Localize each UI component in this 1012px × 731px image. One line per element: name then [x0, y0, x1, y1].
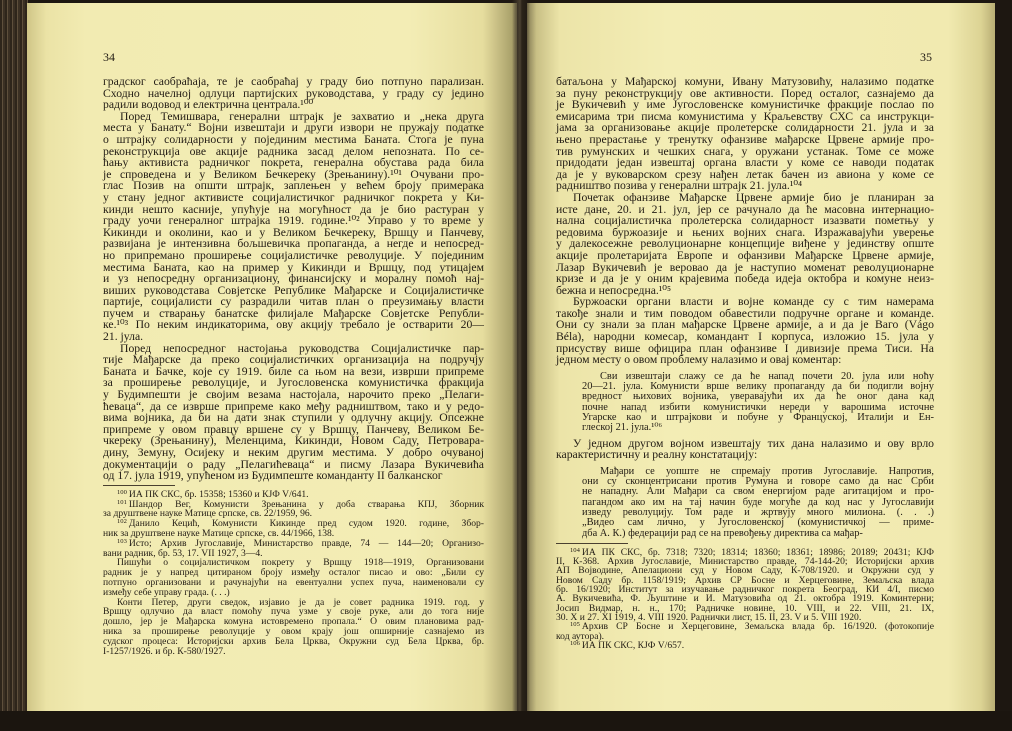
text-line: о штрајку солидарности у појединим местима Баната. Стога је пуна — [103, 132, 484, 146]
text-line: но припремано проширење социјалистичке револуције. У појединим — [103, 248, 484, 262]
footnotes — [556, 548, 934, 650]
text-line: Поред непосредног настојања руководства Социјалистичке пар- — [120, 341, 484, 355]
text-line: пучем и стварању банатске филијале Мађарске Совјетске Републи- — [103, 306, 484, 320]
footnote — [103, 598, 484, 657]
text-line: такође знали и тим поводом обавестили подручне органе и команде. — [556, 306, 934, 320]
text-line: У једном другом војном извештају тих дана налазимо и ову врло — [573, 436, 934, 450]
text-line: пагандом ако им на тај начин буде могуће да код нас у Југославији — [582, 496, 934, 508]
text-line: присуству више официра план офанзиве I дивизије према Тиси. На — [556, 341, 934, 355]
footnote-line: код аутора). — [556, 630, 605, 642]
text-line: је Вукичевић у име Југословенске комунистичке фракције послао по — [556, 98, 934, 112]
footnote-line: ника за проширење револуције у овом крају још опширније сазнајемо из — [103, 625, 484, 637]
text-line: акције пролетаријата Европе и офанзиви Мађарске Црвене армије, — [556, 248, 934, 262]
footnote — [103, 500, 484, 520]
page-text-column — [556, 76, 934, 650]
footnote-text: Шандор Вег, Комунисти Зрењанина у доба стварања КПЈ, Зборник — [128, 498, 484, 510]
page-text-column — [103, 76, 484, 656]
text-line: глас Позив на општи штрајк, заплењен у већем броју примерака — [103, 179, 484, 193]
text-line: исте дане, 20. и 21. јул, јер се рачунало да ће масовна интернацио- — [556, 202, 934, 216]
page-number: 34 — [103, 50, 115, 64]
paragraph — [103, 111, 484, 343]
text-line: Поред Темишвара, генерални штрајк је захватио и „нека друга — [120, 109, 484, 123]
text-line: емисарима три писма комунистима у Краљевству СХС са инструкци- — [556, 109, 934, 123]
text-line: местима Баната, као на пример у Кикинди и Вршцу, под утицајем — [103, 260, 484, 274]
text-line: дба А. К.) федерацији рад се на превођењу директива са мађар- — [582, 527, 863, 539]
text-line: тив румунских и чешких снага, у оружани устанак. Томе се може — [556, 144, 934, 158]
text-line: виших руководстава Совјетске Републике Мађарске и Социјалистичке — [103, 283, 484, 297]
footnote-text: ИА ПК СКС, бр. 15358; 15360 и КЈФ V/641. — [128, 488, 309, 500]
footnote-number: 101 — [117, 498, 127, 506]
footnote — [103, 539, 484, 559]
block-quote — [582, 467, 934, 539]
text-line: почне напад избити комунистички нереди у варошима источне — [582, 401, 934, 413]
footnote-text: ИА ПК СКС, бр. 7318; 7320; 18314; 18360; 18361; 18986; 20189; 20431; КЈФ — [581, 546, 934, 558]
text-line: дину, Земуну, Осијеку и неким другим местима. У добро очуваној — [103, 446, 484, 459]
footnote-text: Исто; Архив Југославије, Министарство правде, 74 — 144—20; Организо- — [128, 537, 484, 549]
footnote-line: бр. 16/1920; Институт за изучавање радничког покрета Београд, КИ 4/I, писмо — [556, 584, 934, 596]
text-line: Баната и Бачке, које су 1919. биле са њом на вези, изврши припреме — [103, 364, 484, 378]
text-line: ћању активиста радничког покрета, генерална обустава рада била — [103, 156, 484, 170]
paragraph — [556, 438, 934, 461]
text-line: изведу револуцију. Том раде и жртвују много милиона. (. . .) — [582, 507, 934, 518]
text-line: за проширење револуције, и Југословенска комунистичка фракција — [103, 376, 484, 390]
text-line: и уз непосредну организациону, финансијску и моралну помоћ нај- — [103, 272, 484, 286]
block-quote — [582, 372, 934, 434]
footnote — [556, 548, 934, 622]
text-line: кризе и да је у оним крајевима победа идеја октобра и комуне неиз- — [556, 272, 934, 286]
text-line: развијана је интензивна бољшевичка пропаганда, а негде и непосред- — [103, 237, 484, 251]
footnote-number: 103 — [117, 537, 127, 545]
text-line: вредност њихових војника, уверавајући их да ће оног дана кад — [582, 391, 934, 403]
footnote-line: 30. X и 27. XI 1919, 4. VIII 1920. Раднички лист, 15. II, 23. V и 5. VIII 1920. — [556, 611, 862, 623]
text-line: градског саобраћаја, те је саобраћај у граду био потпуно парализан. — [103, 75, 484, 88]
text-line: за пуну реконструкцију ове активности. Поред осталог, сазнајемо да — [556, 86, 934, 100]
paragraph — [556, 296, 934, 366]
text-line: кинди нешто касније, упућује на могућност да је био растуран у — [103, 202, 484, 216]
footnote-line: између себе управу града. (. . .) — [103, 586, 230, 598]
text-line: Сходно начелној одлуци партијских руководстава, у граду су једино — [103, 86, 484, 100]
text-line: Буржоаски органи власти и војне команде су с тим намерама — [573, 295, 934, 309]
text-line: да је у вуковарском срезу нађен летак бачен из авиона у коме се — [556, 167, 934, 181]
footnote-text: Конти Петер, други сведок, изјавио је да је совет радника 1919. год. у — [117, 596, 484, 608]
footnote-line: потпуно организовани и рачунајући на евентуални успех пуча, наименовали су — [103, 576, 484, 588]
text-line: редовима буржоазије и њених војних снага. Изражавајући уверење — [556, 225, 934, 239]
paragraph — [556, 192, 934, 296]
text-line: партије, социјалисти су разрадили читав план о преузимању власти — [103, 295, 484, 309]
text-line: је спроведена и у Великом Бечкереку (Зрењанину).¹⁰¹ Очувани про- — [103, 167, 484, 181]
footnote-text: Пишући о социјалистичком покрету у Вршцу 1918—1919, Организовани — [117, 557, 484, 569]
text-line: граду уочи генералног штрајка 1919. године.¹⁰² Управо у то време у — [103, 214, 484, 228]
text-line: чкереку (Зрењанину), Меленцима, Кикинди, Новом Саду, Петровара- — [103, 434, 484, 448]
text-line: Почетак офанзиве Мађарске Црвене армије био је планиран за — [573, 190, 934, 204]
text-line: вима војника, да би на дати знак ступили у одлучну акцију. Опсежне — [103, 411, 484, 425]
book-spine — [512, 0, 530, 731]
text-line: припреме у овом правцу вршене су у Вршцу, Панчеву, Великом Бе- — [103, 422, 484, 436]
text-line: Сви извештаји слажу се да ће напад почети 20. јула или ноћу — [600, 370, 934, 382]
text-line: реконструкција ове акције радника засад делом непозната. По се- — [103, 144, 484, 158]
text-line: 21. јула. — [103, 330, 144, 344]
text-line: карактеристичну и реалну констатацију: — [556, 448, 758, 462]
text-line: Кикинди и околини, као и у Великом Бечкереку, Вршцу и Панчеву, — [103, 225, 484, 239]
footnote-line: ник за друштвене науке Матице српске, св. 44/1966, 138. — [103, 527, 335, 539]
page-number: 35 — [920, 50, 932, 64]
footnote-line: дошло, јер је Мађарска комуна истовремено пропала.“ О овим плановима рад- — [103, 616, 484, 628]
text-line: једном месту о овом проблему налазимо и овај коментар: — [556, 353, 842, 367]
text-line: „Видео сам лично, у Југословенској (комунистичкој — приме- — [582, 517, 934, 529]
paragraph — [103, 343, 484, 482]
text-line: њено прерастање у тренутку офанзиве мађарске Црвене армије про- — [556, 132, 934, 146]
footnotes — [103, 490, 484, 657]
footnote-line: радник је у напред цитираном броју између осталог писао и ово: „Били су — [103, 567, 484, 579]
footnote — [103, 558, 484, 597]
text-line: ке.¹⁰³ По неким индикаторима, ову акцију требало је остварити 20— — [103, 318, 484, 332]
text-line: у стану једног активисте социјалистичког радничког покрета у Ки- — [103, 190, 484, 204]
text-line: придодати један извештај органа власти у коме се наводи податак — [556, 156, 934, 170]
text-line: у далекосежне револуционарне концепције виђене у јединству опште — [556, 237, 934, 251]
footnote-line: АП Војводине, Апелациони суд у Новом Саду, К-708/1920. и Окружни суд у — [556, 565, 934, 577]
body-text — [556, 76, 934, 539]
text-line: Лазар Вукичевић је веровао да је наступио моменат револуционарне — [556, 260, 934, 274]
footnote-number: 105 — [570, 621, 580, 629]
text-line: јама за организовање акције пролетерске солидарности 21. јула и за — [556, 121, 934, 135]
paragraph — [556, 76, 934, 192]
footnote-text: Данило Кецић, Комунисти Кикинде пред судом 1920. године, Збор- — [128, 518, 484, 530]
footnote-line: судског процеса: Историјски архив Бела Црква, Окружни суд Бела Црква, бр. — [103, 635, 484, 647]
footnote-line — [556, 641, 934, 650]
footnote-number: 102 — [117, 518, 127, 526]
text-line: радништво позива у генерални штрајк 21. јула.¹⁰⁴ — [556, 179, 803, 193]
footnote — [556, 641, 934, 650]
footnote-separator — [556, 543, 628, 544]
footnote-number: 100 — [117, 488, 127, 496]
footnote-line — [556, 622, 934, 631]
text-line: од 17. јула 1919, упућеном из Будимпеште команданту II балканског — [103, 469, 443, 483]
text-line: радили водовод и електрична централа.¹⁰⁰ — [103, 98, 314, 112]
text-line: тије Мађарске да преко социјалистичких организација на подручју — [103, 353, 484, 367]
text-line: батаљона у Мађарској комуни, Ивану Матузовићу, налазимо податке — [556, 75, 934, 88]
footnote-line: за друштвене науке Матице српске, св. 22/1959, 96. — [103, 508, 313, 520]
footnote-line: I-1257/1926. и бр. К-580/1927. — [103, 645, 226, 657]
footnote-number: 104 — [570, 546, 580, 554]
footnote-text: ИА ПК СКС, КЈФ V/657. — [581, 639, 685, 651]
text-line: 20—21. јула. Комунисти врше велику пропаганду да би подигли војну — [582, 381, 934, 393]
text-line: бежна и непосредна.¹⁰⁵ — [556, 283, 672, 297]
text-line: Угарске као и штрајкови и побуне у Француској, Италији и Ен- — [582, 412, 934, 424]
footnote-separator — [103, 485, 175, 486]
footnote-line: Јосип Видмар, н. н., 170; Радничке новине, 10. VIII, и 22. VIII, 21. IX, — [556, 602, 934, 614]
footnote-number: 106 — [570, 639, 580, 647]
text-line: глеској 21. јула.¹⁰⁶ — [582, 422, 663, 434]
footnote-line: Вршцу одлучио да власт помоћу пуча узме у своје руке, али до тога није — [103, 606, 484, 618]
footnote — [556, 622, 934, 641]
text-line: нална социјалистичка пролетерска солидарност изазвати пометњу у — [556, 214, 934, 228]
body-text — [103, 76, 484, 482]
footnote-line: II, К-368. Архив Југославије, Министарство правде, 74-144-20; Историјски архив — [556, 556, 934, 568]
footnote-line: Новом Саду бр. 1158/1919; Архив СР Босне и Херцеговине, Земаљска влада — [556, 574, 934, 586]
text-line: Они су знали за план мађарске Црвене армије, а и да је Ваго (Vágo — [556, 318, 934, 332]
text-line: Мађари се уопште не спремају против Југославије. Напротив, — [600, 465, 934, 477]
text-line: документацији о раду „Пелагићеваца“ и писму Лазара Вукичевића — [103, 457, 484, 471]
footnote — [103, 519, 484, 539]
footnote-line: вани радник, бр. 53, 17. VII 1927, 3—4. — [103, 547, 263, 559]
text-line: они су сконцентрисани против Румуна и говоре само да нас Срби — [582, 476, 934, 488]
text-line: Béla), народни комесар, командант I корпуса, изложио 15. јула у — [556, 330, 934, 344]
page-stack-edge — [0, 0, 28, 731]
text-line: у Будимпешти је својим везама настојала, нарочито преко „Пелаги- — [103, 388, 484, 402]
footnote-text: Архив СР Босне и Херцеговине, Земаљска влада бр. 16/1920. (фотокопије — [581, 621, 934, 633]
text-line: не нападну. Али Мађари са свом енергијом раде агитацијом и про- — [582, 486, 934, 498]
footnote-line: А. Вукичевића, Ф. Љуштине и И. Матузовића од 21. октобра 1919. Коминтерни; — [556, 593, 934, 605]
text-line: места у Банату.“ Војни извештаји и други извори не пружају податке — [103, 121, 484, 135]
scan-background — [0, 711, 1012, 731]
paragraph — [103, 76, 484, 111]
text-line: ћеваца“, да се изврше припреме како међу радништвом, тако и у редо- — [103, 399, 484, 413]
